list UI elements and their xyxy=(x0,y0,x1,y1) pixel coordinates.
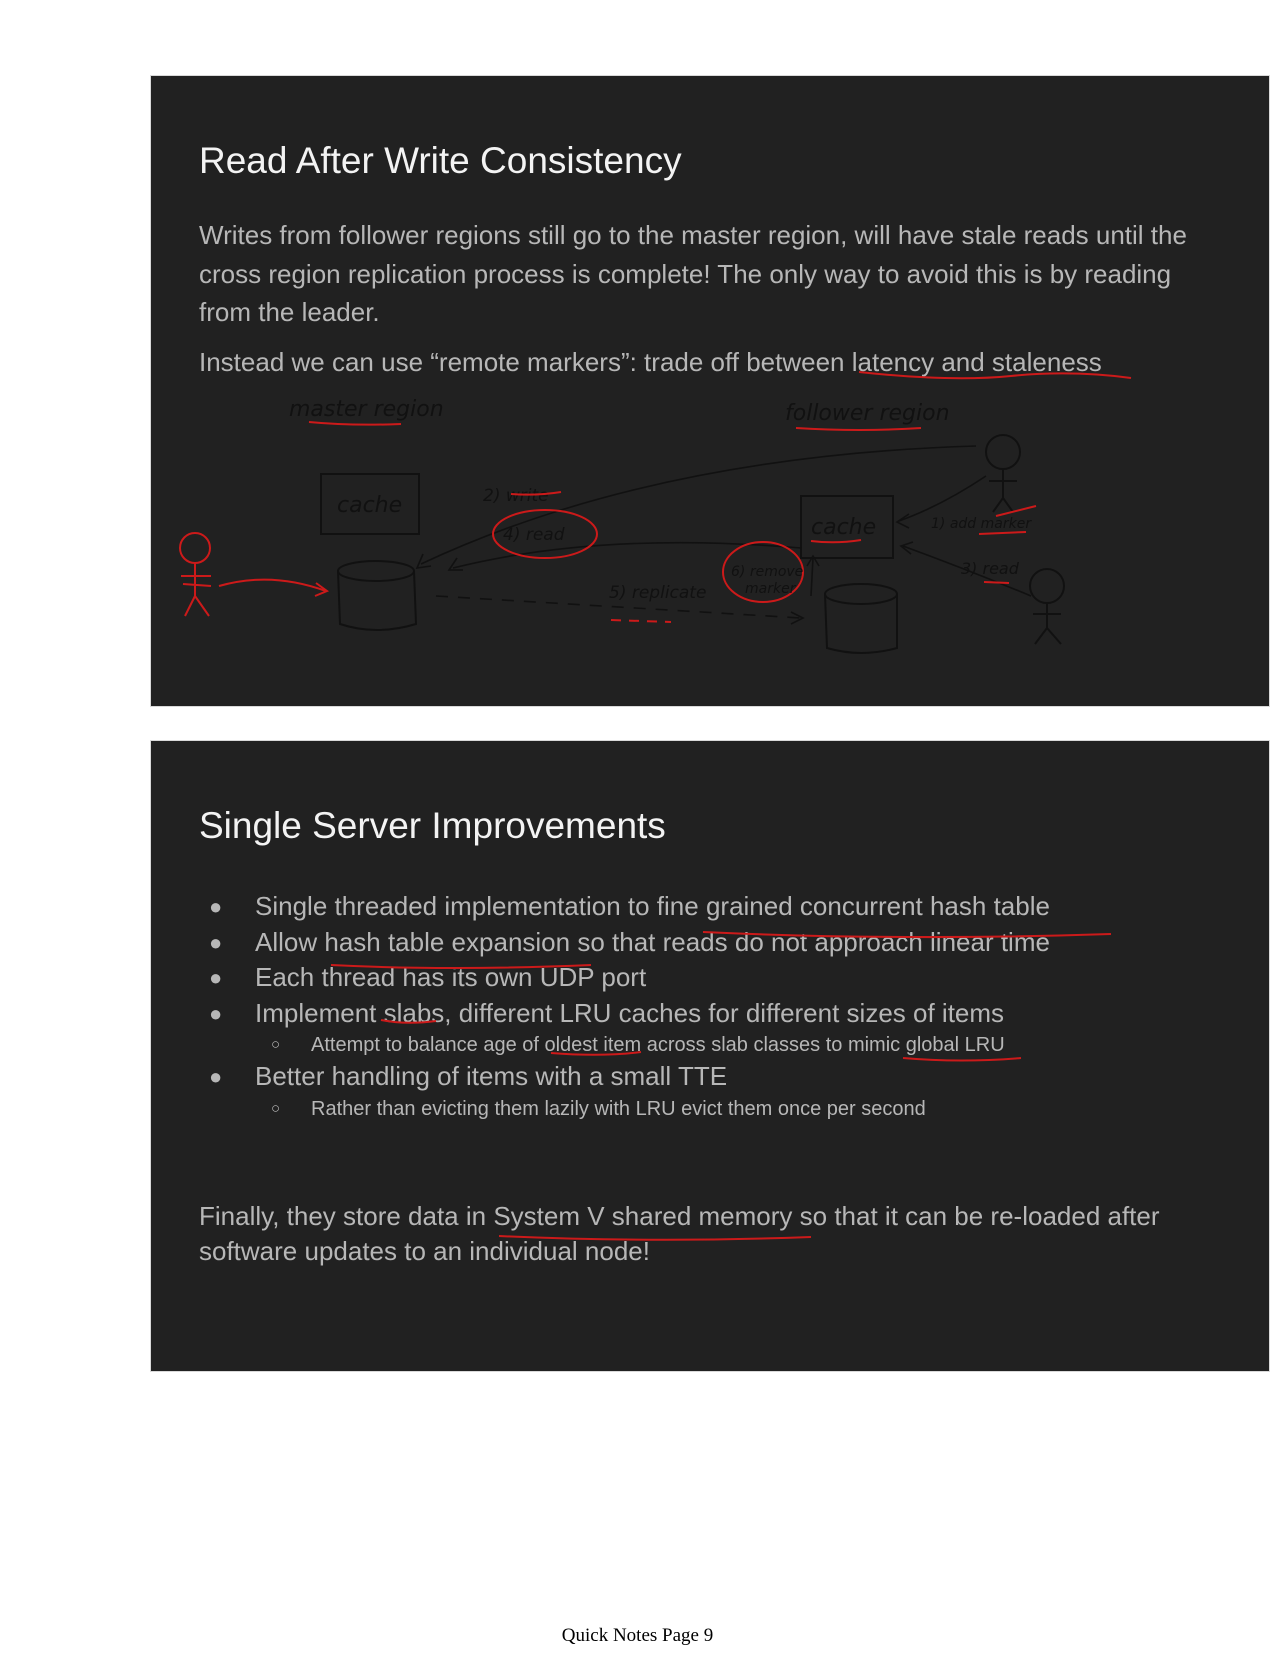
bullet-icon: ● xyxy=(209,929,223,955)
list-item xyxy=(199,1059,1050,1095)
bullet-icon: ● xyxy=(209,1064,223,1089)
underline-read-step3 xyxy=(984,582,1009,583)
arrow-write xyxy=(421,446,976,564)
underline-master-region xyxy=(309,422,401,425)
bullet-icon: ● xyxy=(209,894,223,919)
sub-bullet-icon: ○ xyxy=(271,1099,281,1117)
arrow-replicate xyxy=(436,596,801,618)
user-figure-right-bottom xyxy=(1030,569,1064,644)
sub-bullet-icon: ○ xyxy=(271,1036,281,1053)
sub-list-item xyxy=(199,1095,1050,1123)
bullet-text: Implement slabs, different LRU caches for different sizes of items xyxy=(255,997,1005,1028)
label-cache-left: cache xyxy=(337,493,403,518)
label-step3: 3) read xyxy=(961,559,1019,578)
cache-box-right xyxy=(801,496,893,558)
bullet-icon: ● xyxy=(209,965,223,990)
label-step6-line1: 6) remove xyxy=(731,564,804,580)
paragraph-writes: Writes from follower regions still go to the master region, will have stale reads until the cross region replication process is complete! The only way to avoid this is by reading from the leader. xyxy=(199,220,1187,327)
list-item xyxy=(199,889,1050,925)
label-step2: 2) write xyxy=(483,486,549,506)
underline-add-marker xyxy=(979,506,1036,534)
slide-single-server-improvements xyxy=(150,740,1270,1372)
underline-replicate xyxy=(611,620,671,622)
arrow-user-to-db xyxy=(219,580,326,591)
page-footer: Quick Notes Page 9 xyxy=(561,1625,714,1646)
label-step1: 1) add marker xyxy=(931,516,1032,532)
slide-read-after-write xyxy=(150,75,1270,707)
slide-title: Read After Write Consistency xyxy=(199,140,682,181)
bullet-text: Allow hash table expansion so that reads do not approach linear time xyxy=(255,926,1050,957)
sub-bullet-text: Attempt to balance age of oldest item across slab classes to mimic global LRU xyxy=(311,1034,1005,1056)
circle-read-step4 xyxy=(493,510,597,558)
underline-cache-right xyxy=(811,540,861,542)
bullet-icon: ● xyxy=(209,1000,223,1026)
arrow-remove-marker xyxy=(811,558,813,596)
user-figure-left xyxy=(180,533,211,616)
underline-write xyxy=(511,492,561,495)
label-follower-region: follower region xyxy=(785,401,950,426)
bullet-text: Single threaded implementation to fine grained concurrent hash table xyxy=(255,891,1050,921)
label-step4: 4) read xyxy=(503,525,565,545)
sub-list-item xyxy=(199,1031,1050,1059)
database-right xyxy=(825,584,897,653)
cache-box-left xyxy=(321,474,419,534)
label-step6-line2: marker xyxy=(745,581,796,597)
slide-title: Single Server Improvements xyxy=(199,805,666,846)
arrow-read-step4 xyxy=(453,543,801,568)
user-figure-right-top xyxy=(986,435,1020,512)
underline-follower-region xyxy=(796,428,921,430)
database-left xyxy=(338,561,416,630)
bullet-list xyxy=(199,889,1050,1123)
bullet-text: Better handling of items with a small TTE xyxy=(255,1061,728,1091)
bullet-text: Each thread has its own UDP port xyxy=(255,962,647,992)
label-master-region: master region xyxy=(289,397,444,422)
paragraph-closing: Finally, they store data in System V shared memory so that it can be re-loaded after software updates to an individual node! xyxy=(199,1201,1160,1266)
arrow-read-step3 xyxy=(903,546,1031,596)
label-step5: 5) replicate xyxy=(609,583,707,603)
sub-bullet-text: Rather than evicting them lazily with LRU evict them once per second xyxy=(311,1097,926,1120)
list-item xyxy=(199,925,1050,961)
arrow-add-marker xyxy=(899,476,986,521)
list-item xyxy=(199,960,1050,996)
paragraph-remote-markers: Instead we can use “remote markers”: trade off between latency and staleness xyxy=(199,347,1102,377)
circle-remove-marker xyxy=(723,542,803,602)
list-item xyxy=(199,996,1050,1032)
label-cache-right: cache xyxy=(811,515,877,540)
